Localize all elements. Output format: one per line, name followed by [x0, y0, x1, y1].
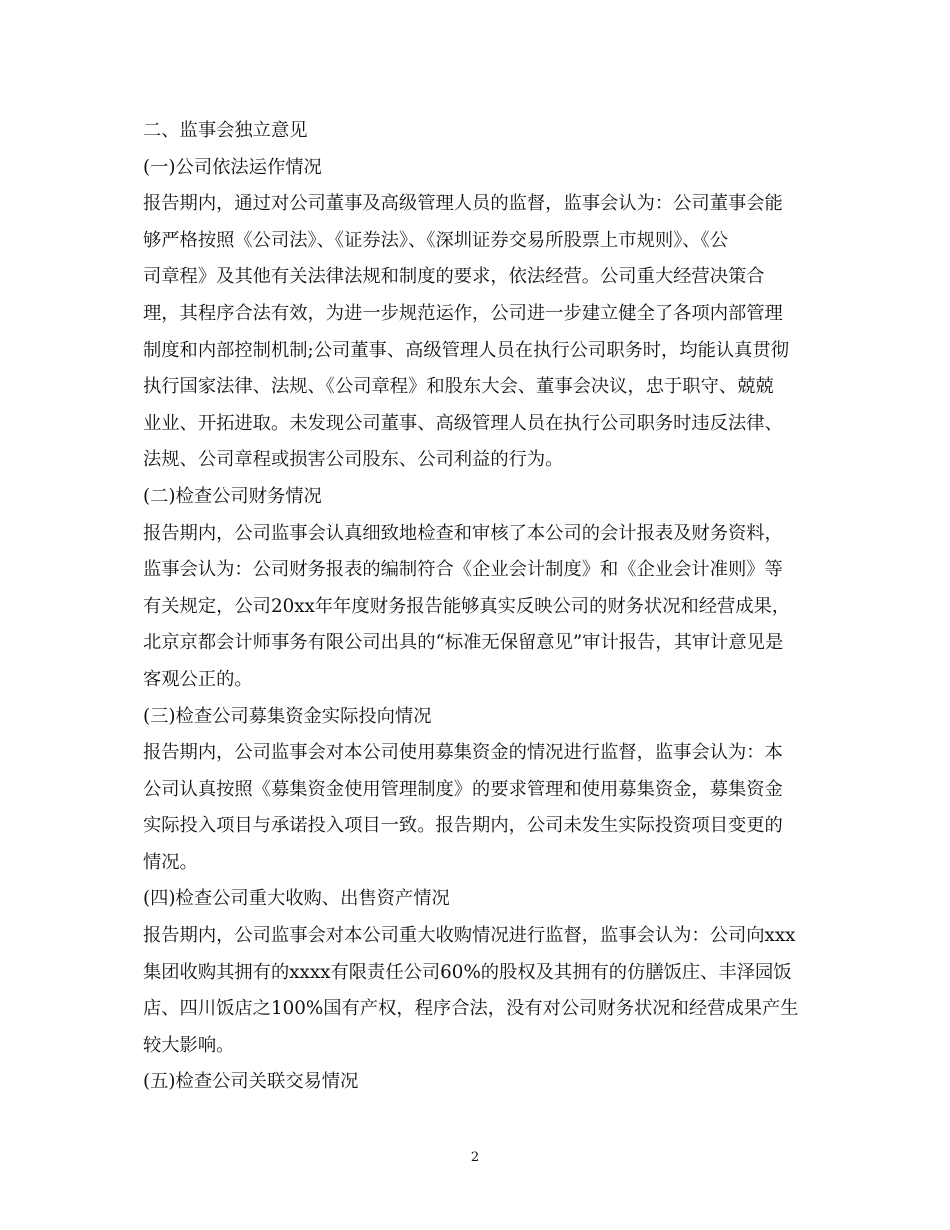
document-body — [143, 113, 818, 1101]
paragraph-line: 北京京都会计师事务有限公司出具的“标准无保留意见”审计报告，其审计意见是 — [143, 632, 784, 654]
paragraph-line: 理，其程序合法有效，为进一步规范运作，公司进一步建立健全了各项内部管理 — [143, 302, 783, 324]
paragraph-line: 监事会认为：公司财务报表的编制符合《企业会计制度》和《企业会计准则》等 — [143, 559, 783, 581]
paragraph-line: 报告期内，通过对公司董事及高级管理人员的监督，监事会认为：公司董事会能 — [143, 193, 783, 215]
paragraph-line: 业业、开拓进取。未发现公司董事、高级管理人员在执行公司职务时违反法律、 — [143, 412, 783, 434]
paragraph-line: 店、四川饭店之100%国有产权，程序合法，没有对公司财务状况和经营成果产生 — [143, 998, 799, 1020]
subsection-heading: (二)检查公司财务情况 — [143, 485, 322, 507]
paragraph-line: 制度和内部控制机制;公司董事、高级管理人员在执行公司职务时，均能认真贯彻 — [143, 339, 790, 361]
subsection-heading: (五)检查公司关联交易情况 — [143, 1071, 359, 1093]
paragraph-line: 报告期内，公司监事会对本公司使用募集资金的情况进行监督，监事会认为：本 — [143, 742, 783, 764]
paragraph-line: 公司认真按照《募集资金使用管理制度》的要求管理和使用募集资金，募集资金 — [143, 778, 783, 800]
section-heading: 二、监事会独立意见 — [143, 120, 308, 141]
paragraph-line: 较大影响。 — [143, 1034, 235, 1056]
paragraph-line: 法规、公司章程或损害公司股东、公司利益的行为。 — [143, 449, 564, 471]
paragraph-line: 执行国家法律、法规、《公司章程》和股东大会、董事会决议，忠于职守、兢兢 — [143, 376, 774, 398]
paragraph-line: 客观公正的。 — [143, 668, 253, 690]
paragraph-line: 够严格按照《公司法》、《证券法》、《深圳证券交易所股票上市规则》、《公 — [143, 229, 728, 251]
subsection-heading: (四)检查公司重大收购、出售资产情况 — [143, 888, 450, 910]
paragraph-line: 集团收购其拥有的xxxx有限责任公司60%的股权及其拥有的仿膳饭庄、丰泽园饭 — [143, 961, 792, 983]
paragraph-line: 司章程》及其他有关法律法规和制度的要求，依法经营。公司重大经营决策合 — [143, 266, 765, 288]
subsection-heading: (三)检查公司募集资金实际投向情况 — [143, 705, 432, 727]
paragraph-line: 情况。 — [143, 851, 198, 873]
page-number: 2 — [470, 1150, 480, 1165]
paragraph-line: 实际投入项目与承诺投入项目一致。报告期内，公司未发生实际投资项目变更的 — [143, 815, 783, 837]
subsection-heading: (一)公司依法运作情况 — [143, 156, 322, 178]
paragraph-line: 报告期内，公司监事会认真细致地检查和审核了本公司的会计报表及财务资料， — [143, 522, 783, 544]
paragraph-line: 有关规定，公司20xx年年度财务报告能够真实反映公司的财务状况和经营成果， — [143, 595, 791, 617]
paragraph-line: 报告期内，公司监事会对本公司重大收购情况进行监督，监事会认为：公司向xxx — [143, 925, 796, 947]
